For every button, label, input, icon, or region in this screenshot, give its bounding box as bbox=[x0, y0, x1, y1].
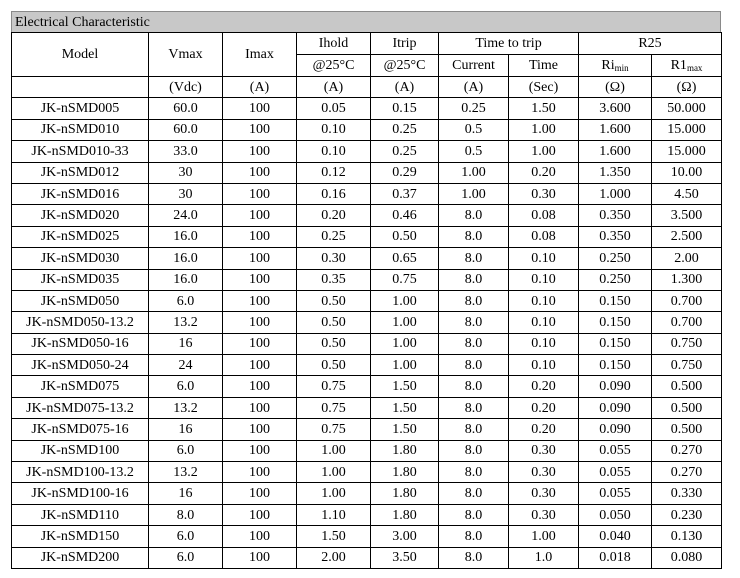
cell-vmax: 60.0 bbox=[149, 98, 223, 119]
units-itrip: (A) bbox=[371, 77, 439, 98]
cell-r1-max: 2.00 bbox=[652, 248, 722, 269]
cell-itrip: 0.25 bbox=[371, 141, 439, 162]
units-imax: (A) bbox=[223, 77, 297, 98]
header-ihold-condition: @25°C bbox=[297, 55, 371, 77]
cell-r1-max: 10.00 bbox=[652, 162, 722, 183]
r1-label: R1 bbox=[670, 57, 687, 73]
cell-vmax: 60.0 bbox=[149, 119, 223, 140]
cell-itrip: 0.50 bbox=[371, 226, 439, 247]
cell-vmax: 6.0 bbox=[149, 440, 223, 461]
units-vmax: (Vdc) bbox=[149, 77, 223, 98]
table-row bbox=[12, 483, 722, 504]
cell-imax: 100 bbox=[223, 397, 297, 418]
cell-model: JK-nSMD025 bbox=[12, 226, 149, 247]
cell-current: 8.0 bbox=[439, 440, 509, 461]
cell-imax: 100 bbox=[223, 205, 297, 226]
cell-itrip: 1.50 bbox=[371, 419, 439, 440]
cell-imax: 100 bbox=[223, 547, 297, 568]
cell-ri-min: 1.000 bbox=[579, 183, 652, 204]
cell-time: 0.30 bbox=[509, 462, 579, 483]
cell-current: 1.00 bbox=[439, 183, 509, 204]
cell-time: 0.10 bbox=[509, 355, 579, 376]
cell-ihold: 0.25 bbox=[297, 226, 371, 247]
cell-vmax: 24.0 bbox=[149, 205, 223, 226]
table-row bbox=[12, 462, 722, 483]
cell-current: 1.00 bbox=[439, 162, 509, 183]
cell-imax: 100 bbox=[223, 312, 297, 333]
cell-model: JK-nSMD016 bbox=[12, 183, 149, 204]
cell-ihold: 0.50 bbox=[297, 333, 371, 354]
header-itrip-condition: @25°C bbox=[371, 55, 439, 77]
ri-subscript: min bbox=[614, 62, 629, 73]
cell-ri-min: 0.018 bbox=[579, 547, 652, 568]
cell-ri-min: 0.090 bbox=[579, 376, 652, 397]
cell-r1-max: 0.330 bbox=[652, 483, 722, 504]
cell-ri-min: 0.350 bbox=[579, 226, 652, 247]
cell-r1-max: 50.000 bbox=[652, 98, 722, 119]
header-r25: R25 bbox=[579, 33, 722, 55]
cell-time: 0.10 bbox=[509, 290, 579, 311]
cell-time: 0.20 bbox=[509, 376, 579, 397]
cell-vmax: 13.2 bbox=[149, 462, 223, 483]
cell-r1-max: 1.300 bbox=[652, 269, 722, 290]
cell-current: 8.0 bbox=[439, 376, 509, 397]
cell-ri-min: 1.600 bbox=[579, 141, 652, 162]
cell-ri-min: 0.150 bbox=[579, 333, 652, 354]
cell-current: 8.0 bbox=[439, 419, 509, 440]
cell-ihold: 0.75 bbox=[297, 376, 371, 397]
table-row bbox=[12, 290, 722, 311]
cell-time: 0.20 bbox=[509, 419, 579, 440]
cell-current: 8.0 bbox=[439, 355, 509, 376]
table-row bbox=[12, 440, 722, 461]
cell-itrip: 1.80 bbox=[371, 440, 439, 461]
cell-model: JK-nSMD100 bbox=[12, 440, 149, 461]
cell-imax: 100 bbox=[223, 183, 297, 204]
cell-time: 0.30 bbox=[509, 483, 579, 504]
cell-vmax: 8.0 bbox=[149, 504, 223, 525]
cell-ihold: 0.10 bbox=[297, 141, 371, 162]
cell-time: 1.00 bbox=[509, 526, 579, 547]
cell-imax: 100 bbox=[223, 119, 297, 140]
cell-ihold: 1.00 bbox=[297, 483, 371, 504]
cell-imax: 100 bbox=[223, 290, 297, 311]
table-row bbox=[12, 526, 722, 547]
cell-itrip: 1.00 bbox=[371, 355, 439, 376]
table-row bbox=[12, 269, 722, 290]
cell-ihold: 0.05 bbox=[297, 98, 371, 119]
cell-vmax: 16.0 bbox=[149, 269, 223, 290]
cell-vmax: 16 bbox=[149, 483, 223, 504]
table-row bbox=[12, 119, 722, 140]
cell-imax: 100 bbox=[223, 440, 297, 461]
cell-model: JK-nSMD050-16 bbox=[12, 333, 149, 354]
cell-r1-max: 0.700 bbox=[652, 312, 722, 333]
cell-model: JK-nSMD010 bbox=[12, 119, 149, 140]
cell-model: JK-nSMD050 bbox=[12, 290, 149, 311]
header-time: Time bbox=[509, 55, 579, 77]
cell-ri-min: 0.150 bbox=[579, 355, 652, 376]
cell-current: 8.0 bbox=[439, 269, 509, 290]
cell-ri-min: 1.600 bbox=[579, 119, 652, 140]
cell-vmax: 33.0 bbox=[149, 141, 223, 162]
cell-ihold: 0.50 bbox=[297, 312, 371, 333]
cell-current: 8.0 bbox=[439, 462, 509, 483]
units-ri: (Ω) bbox=[579, 77, 652, 98]
cell-model: JK-nSMD100-16 bbox=[12, 483, 149, 504]
header-row-1 bbox=[12, 33, 722, 55]
header-ihold: Ihold bbox=[297, 33, 371, 55]
cell-ihold: 1.10 bbox=[297, 504, 371, 525]
cell-ri-min: 0.040 bbox=[579, 526, 652, 547]
cell-time: 0.20 bbox=[509, 397, 579, 418]
cell-vmax: 6.0 bbox=[149, 547, 223, 568]
table-row bbox=[12, 312, 722, 333]
cell-ri-min: 1.350 bbox=[579, 162, 652, 183]
cell-model: JK-nSMD050-24 bbox=[12, 355, 149, 376]
cell-model: JK-nSMD020 bbox=[12, 205, 149, 226]
cell-itrip: 1.00 bbox=[371, 290, 439, 311]
cell-model: JK-nSMD050-13.2 bbox=[12, 312, 149, 333]
cell-imax: 100 bbox=[223, 248, 297, 269]
cell-imax: 100 bbox=[223, 504, 297, 525]
units-model bbox=[12, 77, 149, 98]
cell-current: 8.0 bbox=[439, 312, 509, 333]
table-row bbox=[12, 547, 722, 568]
cell-time: 0.10 bbox=[509, 333, 579, 354]
cell-current: 0.25 bbox=[439, 98, 509, 119]
table-row bbox=[12, 504, 722, 525]
cell-model: JK-nSMD075-16 bbox=[12, 419, 149, 440]
cell-itrip: 0.46 bbox=[371, 205, 439, 226]
r1-subscript: max bbox=[686, 62, 703, 73]
cell-model: JK-nSMD075 bbox=[12, 376, 149, 397]
header-current: Current bbox=[439, 55, 509, 77]
cell-ihold: 1.50 bbox=[297, 526, 371, 547]
cell-r1-max: 15.000 bbox=[652, 141, 722, 162]
cell-imax: 100 bbox=[223, 526, 297, 547]
cell-r1-max: 0.130 bbox=[652, 526, 722, 547]
header-ri-min bbox=[579, 55, 652, 77]
cell-itrip: 1.80 bbox=[371, 483, 439, 504]
cell-vmax: 6.0 bbox=[149, 376, 223, 397]
cell-r1-max: 0.270 bbox=[652, 462, 722, 483]
cell-ihold: 0.16 bbox=[297, 183, 371, 204]
table-row bbox=[12, 205, 722, 226]
cell-itrip: 0.29 bbox=[371, 162, 439, 183]
cell-vmax: 13.2 bbox=[149, 397, 223, 418]
cell-itrip: 0.25 bbox=[371, 119, 439, 140]
table-row bbox=[12, 333, 722, 354]
cell-imax: 100 bbox=[223, 98, 297, 119]
table-row bbox=[12, 355, 722, 376]
cell-r1-max: 0.750 bbox=[652, 333, 722, 354]
units-ihold: (A) bbox=[297, 77, 371, 98]
cell-itrip: 1.80 bbox=[371, 462, 439, 483]
cell-itrip: 0.65 bbox=[371, 248, 439, 269]
cell-ri-min: 0.250 bbox=[579, 269, 652, 290]
cell-r1-max: 15.000 bbox=[652, 119, 722, 140]
cell-itrip: 1.80 bbox=[371, 504, 439, 525]
cell-model: JK-nSMD100-13.2 bbox=[12, 462, 149, 483]
cell-current: 8.0 bbox=[439, 333, 509, 354]
cell-ri-min: 0.055 bbox=[579, 483, 652, 504]
cell-time: 1.50 bbox=[509, 98, 579, 119]
cell-time: 0.08 bbox=[509, 226, 579, 247]
cell-ihold: 0.75 bbox=[297, 419, 371, 440]
cell-imax: 100 bbox=[223, 376, 297, 397]
cell-ri-min: 0.350 bbox=[579, 205, 652, 226]
cell-r1-max: 0.230 bbox=[652, 504, 722, 525]
cell-ihold: 0.30 bbox=[297, 248, 371, 269]
cell-ri-min: 0.050 bbox=[579, 504, 652, 525]
cell-model: JK-nSMD075-13.2 bbox=[12, 397, 149, 418]
cell-vmax: 6.0 bbox=[149, 290, 223, 311]
cell-ihold: 0.75 bbox=[297, 397, 371, 418]
table-row bbox=[12, 397, 722, 418]
cell-itrip: 3.50 bbox=[371, 547, 439, 568]
cell-model: JK-nSMD110 bbox=[12, 504, 149, 525]
header-vmax: Vmax bbox=[149, 33, 223, 77]
cell-ihold: 0.50 bbox=[297, 355, 371, 376]
header-model: Model bbox=[12, 33, 149, 77]
cell-imax: 100 bbox=[223, 419, 297, 440]
cell-vmax: 16.0 bbox=[149, 226, 223, 247]
cell-model: JK-nSMD010-33 bbox=[12, 141, 149, 162]
cell-model: JK-nSMD200 bbox=[12, 547, 149, 568]
cell-vmax: 30 bbox=[149, 162, 223, 183]
cell-ihold: 2.00 bbox=[297, 547, 371, 568]
header-itrip: Itrip bbox=[371, 33, 439, 55]
cell-time: 0.20 bbox=[509, 162, 579, 183]
cell-imax: 100 bbox=[223, 226, 297, 247]
cell-r1-max: 0.500 bbox=[652, 397, 722, 418]
cell-itrip: 0.75 bbox=[371, 269, 439, 290]
table-row bbox=[12, 141, 722, 162]
cell-model: JK-nSMD005 bbox=[12, 98, 149, 119]
cell-model: JK-nSMD030 bbox=[12, 248, 149, 269]
cell-time: 1.0 bbox=[509, 547, 579, 568]
cell-imax: 100 bbox=[223, 483, 297, 504]
section-title: Electrical Characteristic bbox=[11, 11, 721, 32]
table-row bbox=[12, 419, 722, 440]
cell-current: 8.0 bbox=[439, 483, 509, 504]
cell-ri-min: 0.150 bbox=[579, 290, 652, 311]
table-row bbox=[12, 376, 722, 397]
cell-current: 8.0 bbox=[439, 397, 509, 418]
electrical-characteristic-sheet bbox=[11, 11, 721, 569]
cell-time: 0.10 bbox=[509, 248, 579, 269]
cell-imax: 100 bbox=[223, 462, 297, 483]
cell-time: 0.30 bbox=[509, 440, 579, 461]
table-row bbox=[12, 98, 722, 119]
cell-ri-min: 3.600 bbox=[579, 98, 652, 119]
cell-model: JK-nSMD035 bbox=[12, 269, 149, 290]
cell-itrip: 3.00 bbox=[371, 526, 439, 547]
table-row bbox=[12, 248, 722, 269]
cell-ihold: 1.00 bbox=[297, 462, 371, 483]
cell-time: 0.10 bbox=[509, 269, 579, 290]
cell-ri-min: 0.150 bbox=[579, 312, 652, 333]
cell-itrip: 0.15 bbox=[371, 98, 439, 119]
cell-current: 8.0 bbox=[439, 547, 509, 568]
cell-r1-max: 0.750 bbox=[652, 355, 722, 376]
ri-label: Ri bbox=[601, 57, 615, 73]
cell-vmax: 16 bbox=[149, 419, 223, 440]
cell-ri-min: 0.055 bbox=[579, 462, 652, 483]
cell-itrip: 0.37 bbox=[371, 183, 439, 204]
cell-vmax: 16 bbox=[149, 333, 223, 354]
cell-ihold: 0.12 bbox=[297, 162, 371, 183]
electrical-characteristic-table bbox=[11, 32, 722, 569]
cell-itrip: 1.50 bbox=[371, 376, 439, 397]
units-time: (Sec) bbox=[509, 77, 579, 98]
cell-r1-max: 2.500 bbox=[652, 226, 722, 247]
units-row bbox=[12, 77, 722, 98]
cell-ri-min: 0.250 bbox=[579, 248, 652, 269]
cell-model: JK-nSMD150 bbox=[12, 526, 149, 547]
cell-time: 1.00 bbox=[509, 119, 579, 140]
cell-time: 0.10 bbox=[509, 312, 579, 333]
cell-itrip: 1.50 bbox=[371, 397, 439, 418]
header-time-to-trip: Time to trip bbox=[439, 33, 579, 55]
cell-time: 0.30 bbox=[509, 183, 579, 204]
cell-r1-max: 0.500 bbox=[652, 419, 722, 440]
cell-r1-max: 0.700 bbox=[652, 290, 722, 311]
cell-ihold: 0.10 bbox=[297, 119, 371, 140]
cell-ri-min: 0.090 bbox=[579, 397, 652, 418]
cell-current: 0.5 bbox=[439, 141, 509, 162]
cell-imax: 100 bbox=[223, 141, 297, 162]
cell-itrip: 1.00 bbox=[371, 333, 439, 354]
cell-time: 0.08 bbox=[509, 205, 579, 226]
cell-vmax: 24 bbox=[149, 355, 223, 376]
cell-vmax: 30 bbox=[149, 183, 223, 204]
cell-current: 8.0 bbox=[439, 205, 509, 226]
cell-time: 1.00 bbox=[509, 141, 579, 162]
table-body bbox=[12, 98, 722, 569]
cell-imax: 100 bbox=[223, 162, 297, 183]
cell-current: 8.0 bbox=[439, 504, 509, 525]
header-r1-max bbox=[652, 55, 722, 77]
cell-model: JK-nSMD012 bbox=[12, 162, 149, 183]
cell-vmax: 6.0 bbox=[149, 526, 223, 547]
cell-imax: 100 bbox=[223, 333, 297, 354]
cell-vmax: 13.2 bbox=[149, 312, 223, 333]
units-r1: (Ω) bbox=[652, 77, 722, 98]
cell-itrip: 1.00 bbox=[371, 312, 439, 333]
cell-imax: 100 bbox=[223, 269, 297, 290]
cell-imax: 100 bbox=[223, 355, 297, 376]
table-row bbox=[12, 162, 722, 183]
table-row bbox=[12, 226, 722, 247]
cell-r1-max: 3.500 bbox=[652, 205, 722, 226]
table-row bbox=[12, 183, 722, 204]
cell-current: 8.0 bbox=[439, 526, 509, 547]
cell-ri-min: 0.055 bbox=[579, 440, 652, 461]
cell-r1-max: 0.270 bbox=[652, 440, 722, 461]
cell-vmax: 16.0 bbox=[149, 248, 223, 269]
cell-ri-min: 0.090 bbox=[579, 419, 652, 440]
cell-r1-max: 0.500 bbox=[652, 376, 722, 397]
cell-r1-max: 4.50 bbox=[652, 183, 722, 204]
cell-ihold: 0.20 bbox=[297, 205, 371, 226]
cell-ihold: 0.50 bbox=[297, 290, 371, 311]
cell-current: 8.0 bbox=[439, 226, 509, 247]
units-current: (A) bbox=[439, 77, 509, 98]
header-imax: Imax bbox=[223, 33, 297, 77]
cell-current: 8.0 bbox=[439, 290, 509, 311]
cell-ihold: 1.00 bbox=[297, 440, 371, 461]
cell-current: 0.5 bbox=[439, 119, 509, 140]
cell-ihold: 0.35 bbox=[297, 269, 371, 290]
cell-r1-max: 0.080 bbox=[652, 547, 722, 568]
cell-current: 8.0 bbox=[439, 248, 509, 269]
cell-time: 0.30 bbox=[509, 504, 579, 525]
